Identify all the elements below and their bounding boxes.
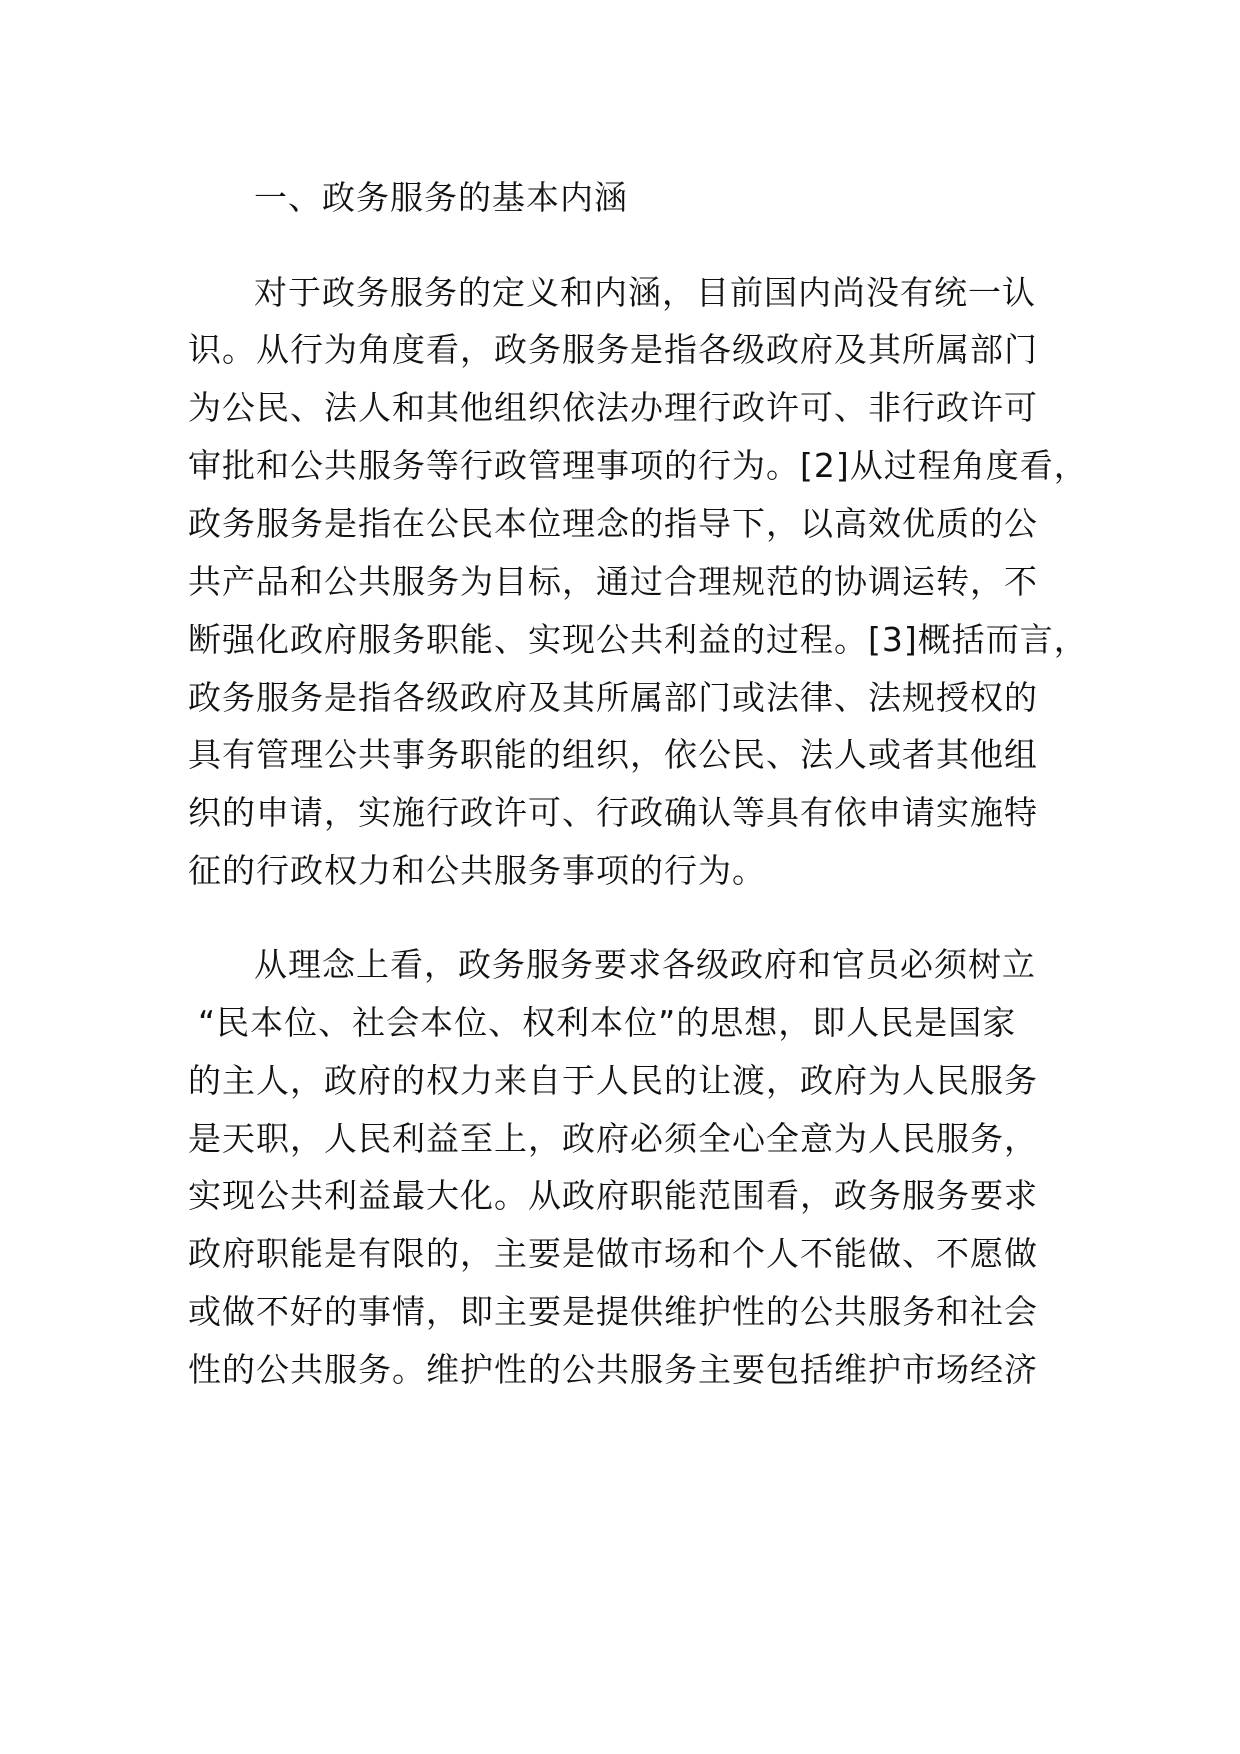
paragraph-line: 性的公共服务。维护性的公共服务主要包括维护市场经济 [188,1350,1038,1389]
paragraph-line: 或做不好的事情，即主要是提供维护性的公共服务和社会 [188,1292,1038,1331]
paragraph-line: “民本位、社会本位、权利本位”的思想，即人民是国家 [198,1003,1017,1042]
paragraph-line: 共产品和公共服务为目标，通过合理规范的协调运转，不 [188,562,1038,601]
section-heading: 一、政务服务的基本内涵 [254,178,628,217]
paragraph-line: 审批和公共服务等行政管理事项的行为。[2]从过程角度看， [188,446,1088,485]
paragraph-line: 征的行政权力和公共服务事项的行为。 [188,851,766,890]
paragraph-line: 对于政务服务的定义和内涵，目前国内尚没有统一认 [254,273,1036,312]
paragraph-line: 政务服务是指各级政府及其所属部门或法律、法规授权的 [188,678,1038,717]
paragraph-line: 识。从行为角度看，政务服务是指各级政府及其所属部门 [188,330,1038,369]
paragraph-line: 政府职能是有限的，主要是做市场和个人不能做、不愿做 [188,1234,1038,1273]
paragraph-line: 断强化政府服务职能、实现公共利益的过程。[3]概括而言， [188,620,1088,659]
paragraph-line: 政务服务是指在公民本位理念的指导下，以高效优质的公 [188,504,1038,543]
paragraph-line: 织的申请，实施行政许可、行政确认等具有依申请实施特 [188,793,1038,832]
paragraph-line: 的主人，政府的权力来自于人民的让渡，政府为人民服务 [188,1061,1038,1100]
paragraph-line: 实现公共利益最大化。从政府职能范围看，政务服务要求 [188,1176,1038,1215]
paragraph-line: 是天职，人民利益至上，政府必须全心全意为人民服务， [188,1119,1038,1158]
paragraph-line: 从理念上看，政务服务要求各级政府和官员必须树立 [254,945,1036,984]
paragraph-line: 具有管理公共事务职能的组织，依公民、法人或者其他组 [188,735,1038,774]
paragraph-line: 为公民、法人和其他组织依法办理行政许可、非行政许可 [188,388,1038,427]
